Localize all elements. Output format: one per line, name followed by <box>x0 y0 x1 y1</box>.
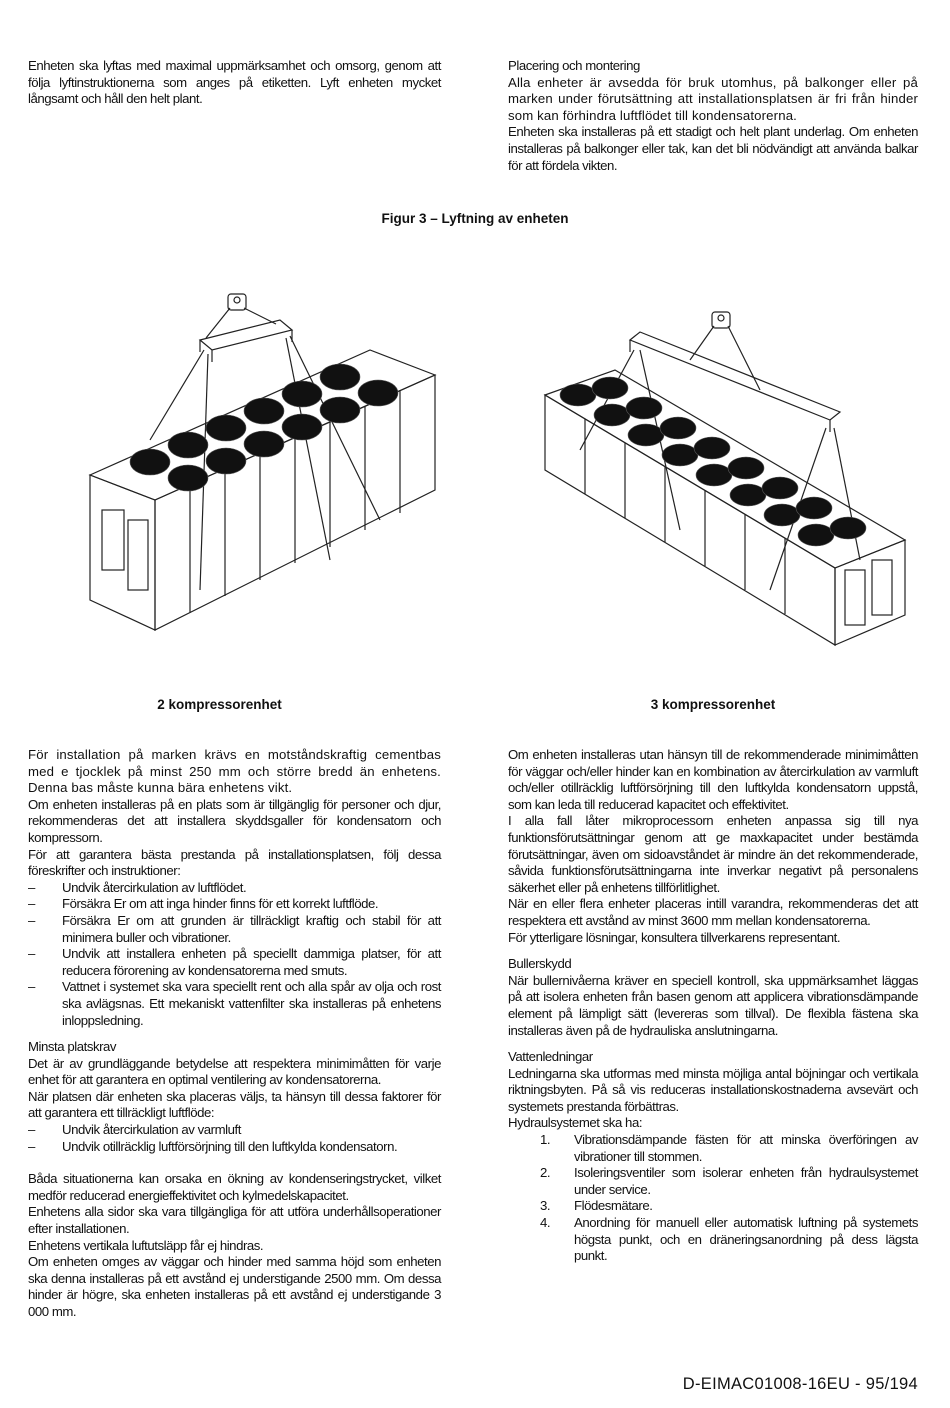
list-item: – Vattnet i systemet ska vara speciellt rent och alla spår av olja och rost ska avlägsnas. Ett mekaniskt vattenfilter ska installeras på enhetens inloppsledning. <box>28 979 441 1029</box>
minimum-space-heading: Minsta platskrav <box>28 1039 117 1055</box>
lifting-paragraph: Enheten ska lyftas med maximal uppmärksamhet och omsorg, genom att följa lyftinstruktionerna som anges på etiketten. Lyft enheten mycket långsamt och håll den helt plant. <box>28 58 441 107</box>
installation-guidelines-list <box>28 880 441 1029</box>
document-reference: D-EIMAC01008-16EU - 95/194 <box>682 1375 918 1393</box>
three-compressor-unit-illustration <box>540 300 920 650</box>
lifting-instructions <box>28 58 441 108</box>
list-item: – Undvik återcirkulation av varmluft <box>28 1122 441 1139</box>
list-item: – Undvik otillräcklig luftförsörjning till den luftkylda kondensatorn. <box>28 1139 441 1156</box>
list-item: – Undvik att installera enheten på speciellt dammiga platser, för att reducera förorening av kondensatorerna med smuts. <box>28 946 441 979</box>
list-item: 1. Vibrationsdämpande fästen för att minska överföringen av vibrationer till stommen. <box>540 1132 918 1164</box>
left-paragraph-2: Om enheten installeras på en plats som är tillgänglig för personer och djur, rekommenderas det att installera skyddsgaller för kondensatorn och kompressorn. <box>28 796 441 845</box>
hydraulic-requirements-list <box>508 1132 918 1265</box>
right-paragraph-5: När bullernivåerna kräver en speciell kontroll, ska uppmärksamhet läggas på att isolera enheten från basen genom att applicera vibrationsdämpande element på lämpligt sätt (levereras som tillval). De flexibla fästena ska installeras även på de hydrauliska anslutningarna. <box>508 972 918 1038</box>
left-paragraph-4: Det är av grundläggande betydelse att respektera minimimåtten för varje enhet för att garantera en optimal ventilering av kondensatorerna. <box>28 1055 441 1088</box>
caption-two-compressor: 2 kompressorenhet <box>157 697 282 712</box>
left-paragraph-5: När platsen där enheten ska placeras väljs, ta hänsyn till dessa faktorer för att garantera ett tillräckligt luftflöde: <box>28 1088 441 1121</box>
right-paragraph-1: Om enheten installeras utan hänsyn till de rekommenderade minimimåtten för väggar och/eller hinder kan en kombination av återcirkulation av varmluft och/eller otillräcklig luftförsörjning till den luftkylda kondensatorn uppstå, som kan leda till reducerad kapacitet och effektivitet. <box>508 747 918 812</box>
right-paragraph-3: När en eller flera enheter placeras intill varandra, rekommenderas det att respektera ett avstånd av minst 3600 mm mellan kondensatorerna. <box>508 896 918 928</box>
figure-title: Figur 3 – Lyftning av enheten <box>381 211 569 226</box>
list-item: 4. Anordning för manuell eller automatisk luftning på systemets högsta punkt, och en dräneringsanordning på dess lägsta punkt. <box>540 1215 918 1264</box>
noise-protection-heading: Bullerskydd <box>508 956 572 972</box>
list-item: – Försäkra Er om att inga hinder finns för ett korrekt luftflöde. <box>28 896 441 913</box>
airflow-factors-list <box>28 1122 441 1155</box>
list-item: 2. Isoleringsventiler som isolerar enheten från hydraulsystemet under service. <box>540 1165 918 1197</box>
right-column <box>508 747 918 1265</box>
placement-paragraph-2: Enheten ska installeras på ett stadigt och helt plant underlag. Om enheten installeras på balkonger eller tak, kan det bli nödvändigt att använda balkar för att fördela vikten. <box>508 124 918 173</box>
list-item: 3. Flödesmätare. <box>540 1198 653 1214</box>
placement-heading: Placering och montering <box>508 58 640 73</box>
list-item: – Försäkra Er om att grunden är tillräckligt kraftig och stabil för att minimera buller och vibrationer. <box>28 913 441 946</box>
right-paragraph-7: Hydraulsystemet ska ha: <box>508 1115 643 1131</box>
placement-section <box>508 58 918 174</box>
water-pipes-heading: Vattenledningar <box>508 1049 593 1065</box>
list-item: – Undvik återcirkulation av luftflödet. <box>28 880 441 897</box>
left-paragraph-3: För att garantera bästa prestanda på installationsplatsen, följ dessa föreskrifter och instruktioner: <box>28 846 441 879</box>
right-paragraph-6: Ledningarna ska utformas med minsta möjliga antal böjningar och vertikala riktningsbyten. På så vis reduceras installationskostnaderna avsevärt och systemets prestanda förbättras. <box>508 1065 918 1114</box>
two-compressor-unit-illustration <box>80 290 450 650</box>
caption-three-compressor: 3 kompressorenhet <box>650 697 776 712</box>
right-paragraph-2: I alla fall låter mikroprocessorn enheten anpassa sig till nya funktionsförutsättningar genom att ge maxkapacitet under bestämda förutsättningar, även om sidoavståndet är mindre än det rekommenderade, såvida funktionsförutsättningarna inte inverkar negativt på personalens säkerhet eller på enhetens tillförlitlighet. <box>508 813 918 895</box>
placement-paragraph-1: Alla enheter är avsedda för bruk utomhus, på balkonger eller på marken under förutsättning att installationsplatsen är fri från hinder som kan förhindra luftflödet till kondensatorerna. <box>508 74 918 123</box>
left-paragraph-8: Enhetens vertikala luftutsläpp får ej hindras. <box>28 1237 264 1253</box>
left-paragraph-1: För installation på marken krävs en motståndskraftig cementbas med e tjocklek på minst 250 mm och större bredd än enhetens. Denna bas måste kunna bära enhetens vikt. <box>28 747 441 796</box>
right-paragraph-4: För ytterligare lösningar, konsultera tillverkarens representant. <box>508 929 841 945</box>
left-paragraph-6: Båda situationerna kan orsaka en ökning av kondenseringstrycket, vilket medför reducerad energieffektivitet och kylmedelskapacitet. <box>28 1171 441 1203</box>
left-paragraph-9: Om enheten omges av väggar och hinder med samma höjd som enheten ska denna installeras på ett avstånd ej understigande 2500 mm. Om dessa hinder är högre, ska enheten installeras på ett avstånd ej understigande 3 000 mm. <box>28 1254 441 1319</box>
left-paragraph-7: Enhetens alla sidor ska vara tillgängliga för att utföra underhållsoperationer efter installationen. <box>28 1204 441 1237</box>
left-column <box>28 747 441 1321</box>
